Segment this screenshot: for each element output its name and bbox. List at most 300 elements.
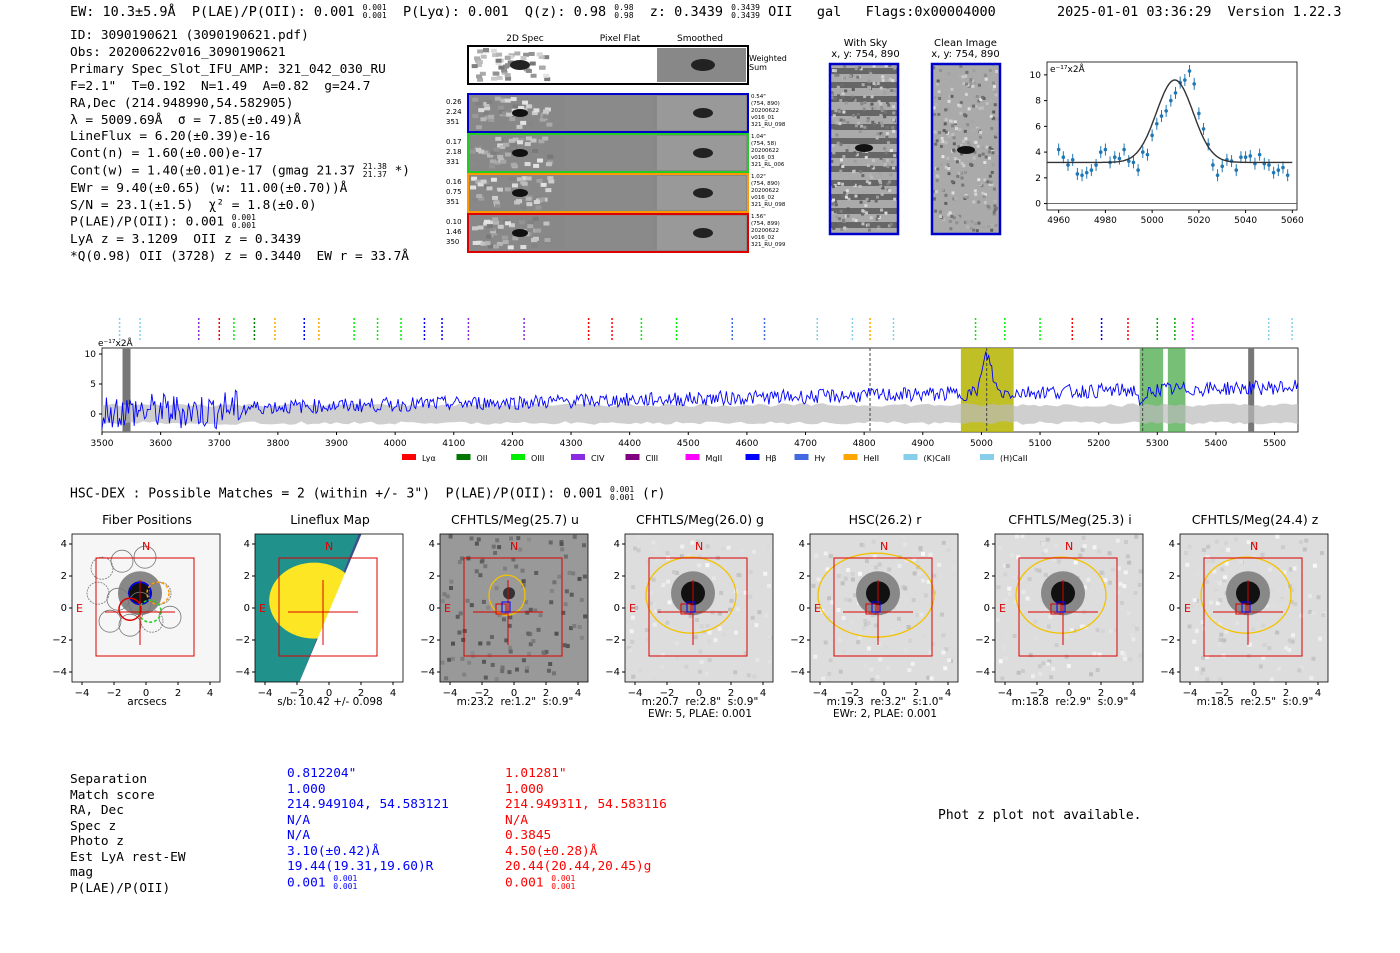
noise-pixel — [481, 55, 487, 59]
data-point — [1094, 163, 1098, 167]
image-pixel — [747, 673, 751, 677]
image-pixel — [851, 572, 855, 576]
image-pixel — [827, 672, 831, 676]
image-pixel — [1034, 637, 1038, 641]
image-pixel — [858, 572, 862, 576]
image-pixel — [507, 670, 511, 674]
cutout-left-stat: 331 — [446, 158, 460, 166]
image-pixel — [449, 534, 453, 538]
image-pixel — [953, 655, 957, 659]
sky-pixel — [985, 78, 988, 81]
data-point — [1099, 150, 1103, 154]
image-pixel — [637, 534, 641, 538]
galaxy-core — [503, 587, 515, 599]
image-pixel — [1193, 598, 1197, 602]
image-pixel — [1038, 664, 1042, 668]
x-tick-label: 5000 — [969, 439, 993, 449]
x-tick-label: 4600 — [735, 439, 759, 449]
image-pixel — [527, 538, 531, 542]
noise-pixel — [543, 74, 549, 78]
sky-pixel — [955, 127, 958, 130]
image-panel-caption: m:18.8 re:2.9" s:0.9" — [1011, 696, 1129, 708]
y-tick-label: −2 — [790, 635, 805, 646]
sky-pixel — [892, 105, 895, 108]
sky-pixel — [934, 143, 937, 146]
noise-pixel — [473, 241, 479, 245]
noise-pixel — [484, 106, 490, 110]
image-pixel — [1074, 560, 1078, 564]
sky-pixel — [866, 119, 869, 122]
image-panel-3 — [605, 530, 775, 700]
image-pixel — [764, 613, 768, 617]
sky-pixel — [861, 174, 864, 177]
sky-pixel — [952, 191, 955, 194]
image-pixel — [653, 547, 657, 551]
data-point — [1085, 171, 1089, 175]
data-point — [1220, 164, 1224, 168]
sky-pixel — [986, 102, 989, 105]
sky-pixel — [893, 67, 896, 70]
sky-pixel — [854, 160, 857, 163]
image-pixel — [1041, 542, 1045, 546]
sky-pixel — [839, 146, 842, 149]
y-tick-label: 2 — [428, 571, 435, 582]
noise-pixel — [530, 139, 536, 143]
image-pixel — [631, 585, 635, 589]
image-pixel — [639, 668, 643, 672]
sky-pixel — [832, 151, 835, 154]
image-pixel — [1262, 643, 1266, 647]
sky-pixel — [979, 136, 982, 139]
x-tick-label: 2 — [1282, 688, 1290, 699]
image-panel-title: HSC(26.2) r — [848, 512, 922, 527]
image-pixel — [996, 618, 1000, 622]
y-tick-label: 0 — [1168, 603, 1175, 614]
legend-label: Hγ — [814, 454, 826, 462]
image-pixel — [1138, 583, 1142, 587]
image-pixel — [665, 621, 669, 625]
sky-pixel — [878, 172, 881, 175]
sky-pixel — [880, 87, 883, 90]
sky-pixel — [860, 201, 863, 204]
data-point — [1122, 148, 1126, 152]
image-pixel — [737, 573, 741, 577]
sky-pixel — [995, 70, 998, 73]
image-pixel — [844, 577, 848, 581]
image-pixel — [711, 611, 715, 615]
sky-pixel — [832, 144, 835, 147]
image-pixel — [1206, 559, 1210, 563]
image-pixel — [913, 571, 917, 575]
sky-pixel — [956, 160, 959, 163]
image-pixel — [1222, 638, 1226, 642]
noise-pixel — [489, 164, 495, 168]
image-panel-title: CFHTLS/Meg(24.4) z — [1191, 512, 1319, 527]
image-pixel — [1192, 640, 1196, 644]
y-tick-label: 0 — [90, 410, 96, 420]
image-pixel — [580, 636, 584, 640]
image-pixel — [757, 610, 761, 614]
noise-pixel — [522, 182, 528, 186]
sky-pixel — [984, 74, 987, 77]
source-blob — [691, 59, 715, 71]
image-pixel — [1015, 534, 1019, 538]
data-point — [1216, 173, 1220, 177]
legend-label: CIII — [645, 454, 659, 462]
y-tick-label: 8 — [1035, 96, 1041, 107]
x-tick-label: 2 — [1097, 688, 1105, 699]
noise-pixel — [526, 176, 532, 180]
image-pixel — [872, 540, 876, 544]
sky-pixel — [949, 211, 952, 214]
sky-pixel — [936, 174, 939, 177]
image-pixel — [1046, 662, 1050, 666]
image-pixel — [1299, 540, 1303, 544]
x-tick-label: 3600 — [149, 439, 173, 449]
image-pixel — [1205, 655, 1209, 659]
image-pixel — [580, 598, 584, 602]
sky-pixel — [892, 130, 895, 133]
match-table-col1: 0.812204" 1.000 214.949104, 54.583121 N/A N/A 3.10(±0.42)Å 19.44(19.31,19.60)R 0.001 0.001 0.001 — [287, 766, 449, 891]
image-pixel — [1078, 554, 1082, 558]
sky-pixel — [863, 107, 866, 110]
sky-pixel — [959, 65, 962, 68]
image-pixel — [1188, 625, 1192, 629]
sky-pixel — [834, 210, 837, 213]
image-pixel — [1139, 569, 1143, 573]
pixel-flat — [565, 136, 653, 170]
sky-pixel — [846, 149, 849, 152]
noise-pixel — [486, 235, 492, 239]
image-pixel — [908, 639, 912, 643]
image-pixel — [1086, 578, 1090, 582]
east-label: E — [629, 602, 636, 615]
image-pixel — [1202, 548, 1206, 552]
image-pixel — [1048, 615, 1052, 619]
y-tick-label: 6 — [1035, 122, 1041, 133]
noise-pixel — [511, 97, 517, 101]
sky-pixel — [970, 220, 973, 223]
sky-pixel — [883, 91, 886, 94]
data-point — [1267, 163, 1271, 167]
image-pixel — [999, 659, 1003, 663]
data-point — [1057, 148, 1061, 152]
image-pixel — [1299, 614, 1303, 618]
image-pixel — [849, 620, 853, 624]
image-pixel — [1089, 672, 1093, 676]
image-pixel — [451, 657, 455, 661]
noise-pixel — [493, 235, 499, 239]
cutout-right-info: 20200622 — [751, 188, 779, 194]
image-pixel — [705, 672, 709, 676]
sky-pixel — [893, 154, 896, 157]
image-pixel — [525, 666, 529, 670]
image-pixel — [759, 551, 763, 555]
y-tick-label: 5 — [90, 380, 96, 390]
image-pixel — [885, 645, 889, 649]
image-pixel — [460, 657, 464, 661]
legend-swatch — [626, 454, 640, 460]
sky-pixel — [979, 131, 982, 134]
sky-pixel — [861, 209, 864, 212]
sky-pixel — [877, 225, 880, 228]
noise-pixel — [526, 197, 532, 201]
sky-pixel — [866, 198, 869, 201]
image-pixel — [752, 674, 756, 678]
noise-pixel — [519, 220, 525, 224]
north-label: N — [325, 540, 334, 553]
y-tick-label: −4 — [52, 667, 67, 678]
image-pixel — [1218, 642, 1222, 646]
cutout-left-stat: 0.10 — [446, 218, 462, 226]
image-pixel — [734, 631, 738, 635]
cutout-right-info: (754, 890) — [751, 181, 780, 187]
data-point — [1118, 157, 1122, 161]
imaging-panels — [0, 510, 1400, 725]
sky-pixel — [991, 223, 994, 226]
full-spectrum-chart — [60, 262, 1310, 462]
pixel-flat — [565, 96, 653, 130]
noise-pixel — [490, 159, 496, 163]
image-pixel — [1224, 541, 1228, 545]
source-blob — [512, 189, 528, 197]
y-tick-label: 2 — [1168, 571, 1175, 582]
source-blob — [693, 188, 713, 198]
x-tick-label: 0 — [1065, 688, 1073, 699]
image-pixel — [862, 626, 866, 630]
noise-pixel — [472, 64, 478, 68]
image-pixel — [1289, 567, 1293, 571]
image-pixel — [811, 584, 815, 588]
x-tick-label: 5500 — [1263, 439, 1287, 449]
image-pixel — [458, 560, 462, 564]
image-pixel — [838, 638, 842, 642]
image-pixel — [684, 665, 688, 669]
image-pixel — [1111, 568, 1115, 572]
sky-pixel — [968, 107, 971, 110]
image-pixel — [675, 641, 679, 645]
y-tick-label: 4 — [613, 539, 620, 550]
image-pixel — [1201, 668, 1205, 672]
x-tick-label: 2 — [542, 688, 550, 699]
image-pixel — [449, 586, 453, 590]
image-pixel — [951, 566, 955, 570]
sky-pixel — [844, 89, 847, 92]
sky-pixel — [869, 70, 872, 73]
image-pixel — [1097, 550, 1101, 554]
y-tick-label: 2 — [983, 571, 990, 582]
image-pixel — [537, 628, 541, 632]
image-pixel — [573, 535, 577, 539]
image-panel-caption: m:20.7 re:2.8" s:0.9" EWr: 5, PLAE: 0.001 — [641, 696, 759, 720]
image-pixel — [912, 598, 916, 602]
sky-pixel — [937, 113, 940, 116]
image-pixel — [1001, 646, 1005, 650]
image-pixel — [866, 621, 870, 625]
image-pixel — [1035, 568, 1039, 572]
x-tick-label: −4 — [74, 688, 90, 699]
sky-pixel — [981, 96, 984, 99]
image-pixel — [522, 579, 526, 583]
x-tick-label: 4400 — [618, 439, 642, 449]
noise-pixel — [497, 188, 503, 192]
sky-pixel — [978, 84, 981, 87]
noise-pixel — [475, 102, 481, 106]
sky-pixel — [983, 161, 986, 164]
noise-pixel — [475, 148, 481, 152]
x-tick-label: −2 — [1029, 688, 1045, 699]
image-pixel — [1101, 629, 1105, 633]
sky-pixel — [885, 152, 888, 155]
noise-pixel — [520, 205, 526, 209]
image-pixel — [941, 651, 945, 655]
data-point — [1076, 172, 1080, 176]
sky-pixel — [982, 226, 985, 229]
noise-pixel — [533, 108, 539, 112]
image-pixel — [1188, 545, 1192, 549]
y-tick-label: 2 — [243, 571, 250, 582]
data-point — [1090, 168, 1094, 172]
y-tick-label: 2 — [1035, 173, 1041, 184]
sky-pixel — [881, 124, 884, 127]
x-tick-label: 3900 — [325, 439, 348, 449]
sky-pixel — [992, 88, 995, 91]
image-pixel — [1046, 538, 1050, 542]
image-pixel — [1051, 667, 1055, 671]
image-pixel — [1004, 656, 1008, 660]
image-pixel — [947, 658, 951, 662]
sky-pixel — [958, 75, 961, 78]
x-tick-label: 0 — [880, 688, 888, 699]
flat-white — [555, 48, 655, 82]
image-pixel — [1259, 664, 1263, 668]
noise-pixel — [511, 163, 517, 167]
image-pixel — [482, 660, 486, 664]
sky-pixel — [938, 90, 941, 93]
sky-pixel — [892, 111, 895, 114]
image-pixel — [1215, 591, 1219, 595]
sky-pixel — [831, 203, 834, 206]
image-pixel — [460, 556, 464, 560]
image-pixel — [903, 543, 907, 547]
image-pixel — [1130, 633, 1134, 637]
image-pixel — [1083, 544, 1087, 548]
east-label: E — [259, 602, 266, 615]
image-pixel — [851, 578, 855, 582]
sky-pixel — [966, 196, 969, 199]
noise-pixel — [520, 245, 526, 249]
image-pixel — [871, 678, 875, 682]
image-pixel — [490, 635, 494, 639]
sky-pixel — [973, 156, 976, 159]
x-tick-label: 4300 — [559, 439, 583, 449]
sky-pixel — [976, 229, 979, 232]
image-pixel — [1065, 634, 1069, 638]
image-pixel — [1133, 591, 1137, 595]
image-pixel — [998, 546, 1002, 550]
sky-pixel — [881, 193, 884, 196]
sky-pixel — [934, 131, 937, 134]
image-pixel — [1007, 587, 1011, 591]
image-pixel — [531, 639, 535, 643]
sky-pixel — [970, 203, 973, 206]
sky-pixel — [878, 100, 881, 103]
legend-swatch — [904, 454, 918, 460]
sky-pixel — [947, 163, 950, 166]
sky-pixel — [933, 113, 936, 116]
cutout-svg — [440, 32, 800, 257]
data-point — [1113, 155, 1117, 159]
noise-pixel — [526, 104, 532, 108]
x-tick-label: 5000 — [1140, 216, 1164, 226]
sky-pixel — [852, 183, 855, 186]
sky-pixel — [978, 154, 981, 157]
image-pixel — [1116, 539, 1120, 543]
noise-pixel — [502, 236, 508, 240]
image-panel-5 — [975, 530, 1145, 700]
sky-pixel — [985, 156, 988, 159]
x-tick-label: 4100 — [442, 439, 466, 449]
east-label: E — [999, 602, 1006, 615]
cutout-right-info: 1.02" — [751, 174, 766, 180]
image-pixel — [1225, 561, 1229, 565]
north-label: N — [880, 540, 889, 553]
sky-pixel — [876, 136, 879, 139]
legend-swatch — [746, 454, 760, 460]
line-fit-chart — [1025, 58, 1315, 233]
image-pixel — [477, 537, 481, 541]
image-pixel — [754, 623, 758, 627]
sky-pixel — [847, 207, 850, 210]
noise-pixel — [483, 48, 489, 52]
sky-pixel — [864, 204, 867, 207]
noise-pixel — [512, 236, 518, 240]
sky-pixel — [886, 132, 889, 135]
x-tick-label: 2 — [174, 688, 182, 699]
image-pixel — [700, 624, 704, 628]
noise-pixel — [492, 191, 498, 195]
image-pixel — [552, 671, 556, 675]
noise-pixel — [535, 229, 541, 233]
image-pixel — [707, 639, 711, 643]
image-pixel — [1082, 536, 1086, 540]
image-pixel — [1316, 595, 1320, 599]
sky-pixel — [873, 98, 876, 101]
image-pixel — [501, 666, 505, 670]
image-pixel — [1251, 627, 1255, 631]
image-pixel — [1260, 553, 1264, 557]
legend-label: OIII — [531, 454, 545, 462]
noise-pixel — [526, 202, 532, 206]
image-pixel — [1081, 548, 1085, 552]
sky-pixel — [961, 162, 964, 165]
image-pixel — [1272, 604, 1276, 608]
image-pixel — [1292, 566, 1296, 570]
image-pixel — [660, 665, 664, 669]
image-pixel — [478, 641, 482, 645]
image-panel-caption: s/b: 10.42 +/- 0.098 — [277, 696, 383, 708]
image-pixel — [633, 546, 637, 550]
sky-pixel — [868, 80, 871, 83]
x-tick-label: 5400 — [1204, 439, 1228, 449]
data-point — [1104, 148, 1108, 152]
image-pixel — [814, 554, 818, 558]
x-tick-label: 0 — [1250, 688, 1258, 699]
image-pixel — [763, 572, 767, 576]
sky-pixel — [966, 123, 969, 126]
image-pixel — [508, 646, 512, 650]
sky-pixel — [971, 85, 974, 88]
